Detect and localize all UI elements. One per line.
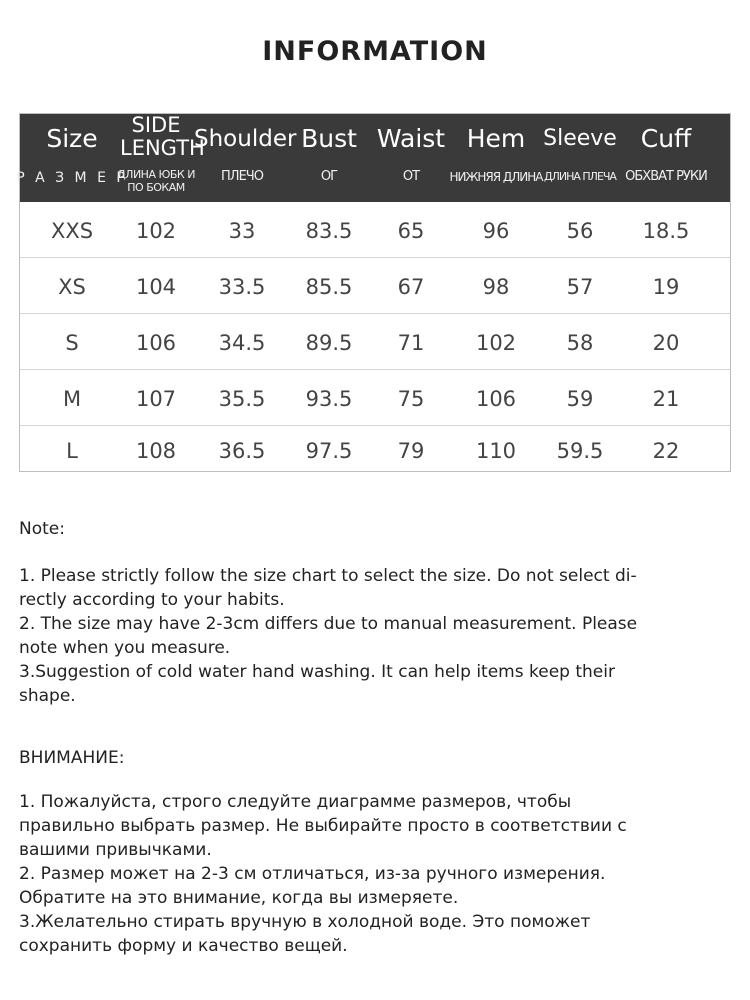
cell-bust: 83.5 <box>305 219 353 243</box>
header-size <box>16 114 128 202</box>
table-row <box>20 370 730 426</box>
cell-waist: 65 <box>397 219 425 243</box>
cell-hem: 102 <box>475 331 517 355</box>
cell-bust: 93.5 <box>305 387 353 411</box>
header-hem-ru: НИЖНЯЯ ДЛИНА <box>449 170 543 184</box>
cell-side-length: 108 <box>135 439 177 463</box>
cell-hem: 106 <box>475 387 517 411</box>
page-title: INFORMATION <box>262 36 488 67</box>
cell-sleeve: 59 <box>566 387 594 411</box>
header-cuff <box>620 114 712 202</box>
note-line: 2. Размер может на 2-3 см отличаться, из-за ручного измерения. <box>19 864 606 884</box>
header-shoulder-ru: ПЛЕЧО <box>221 169 263 184</box>
header-sleeve <box>540 114 620 202</box>
cell-bust: 97.5 <box>305 439 353 463</box>
note-russian <box>19 746 731 958</box>
header-bust <box>286 114 372 202</box>
cell-sleeve: 56 <box>566 219 594 243</box>
header-cuff-ru: ОБХВАТ РУКИ <box>625 169 707 184</box>
cell-sleeve: 57 <box>566 275 594 299</box>
cell-cuff: 21 <box>652 387 680 411</box>
cell-shoulder: 35.5 <box>218 387 266 411</box>
cell-sleeve: 59.5 <box>556 439 604 463</box>
cell-bust: 89.5 <box>305 331 353 355</box>
header-hem <box>450 114 542 202</box>
note-line: 3.Желательно стирать вручную в холодной воде. Это поможет <box>19 912 591 932</box>
cell-size: XS <box>58 275 86 299</box>
cell-bust: 85.5 <box>305 275 353 299</box>
note-line: правильно выбрать размер. Не выбирайте просто в соответствии с <box>19 816 627 836</box>
cell-shoulder: 33.5 <box>218 275 266 299</box>
cell-size: S <box>65 331 79 355</box>
cell-shoulder: 36.5 <box>218 439 266 463</box>
table-row <box>20 258 730 314</box>
note-line: вашими привычками. <box>19 840 212 860</box>
header-side-length <box>117 113 205 202</box>
cell-shoulder: 33 <box>228 219 256 243</box>
cell-cuff: 22 <box>652 439 680 463</box>
header-size-en: Size <box>46 124 98 153</box>
header-side-length-ru: ДЛИНА ЮБК И ПО БОКАМ <box>117 168 195 194</box>
cell-shoulder: 34.5 <box>218 331 266 355</box>
cell-hem: 96 <box>482 219 510 243</box>
header-side-length-en: SIDE LENGTH <box>120 113 205 160</box>
cell-cuff: 19 <box>652 275 680 299</box>
header-cuff-en: Cuff <box>640 124 692 153</box>
header-shoulder <box>194 114 297 202</box>
header-waist-en: Waist <box>376 124 446 153</box>
cell-size: XXS <box>50 219 94 243</box>
header-sleeve-ru: ДЛИНА ПЛЕЧА <box>544 170 616 183</box>
cell-side-length: 104 <box>135 275 177 299</box>
note-english <box>19 517 731 708</box>
cell-hem: 110 <box>475 439 517 463</box>
header-waist-ru: ОТ <box>402 169 420 184</box>
note-line: shape. <box>19 686 76 706</box>
note-line: сохранить форму и качество вещей. <box>19 936 348 956</box>
header-bust-ru: ОГ <box>320 169 338 184</box>
header-hem-en: Hem <box>466 124 526 153</box>
cell-waist: 79 <box>397 439 425 463</box>
table-row <box>20 314 730 370</box>
table-body <box>20 202 730 471</box>
table-row <box>20 426 730 471</box>
cell-waist: 67 <box>397 275 425 299</box>
cell-waist: 71 <box>397 331 425 355</box>
cell-side-length: 106 <box>135 331 177 355</box>
cell-side-length: 102 <box>135 219 177 243</box>
header-bust-en: Bust <box>301 124 357 153</box>
cell-size: M <box>62 387 82 411</box>
cell-sleeve: 58 <box>566 331 594 355</box>
cell-cuff: 20 <box>652 331 680 355</box>
note-line: 2. The size may have 2-3cm differs due to manual measurement. Please <box>19 614 638 634</box>
note-heading: ВНИМАНИЕ: <box>19 748 125 768</box>
header-waist <box>368 114 454 202</box>
header-shoulder-en: Shoulder <box>194 126 297 152</box>
note-line: 1. Please strictly follow the size chart to select the size. Do not select di- <box>19 566 637 586</box>
note-line: Обратите на это внимание, когда вы измеряете. <box>19 888 459 908</box>
cell-size: L <box>66 439 78 463</box>
size-chart-table <box>16 113 731 472</box>
table-header <box>16 113 730 202</box>
cell-hem: 98 <box>482 275 510 299</box>
cell-side-length: 107 <box>135 387 177 411</box>
note-line: 3.Suggestion of cold water hand washing. It can help items keep their <box>19 662 615 682</box>
note-heading: Note: <box>19 519 65 539</box>
cell-cuff: 18.5 <box>642 219 690 243</box>
header-size-ru: Р А З М Е Р <box>16 170 128 186</box>
header-sleeve-en: Sleeve <box>543 126 617 151</box>
note-line: rectly according to your habits. <box>19 590 285 610</box>
note-line: note when you measure. <box>19 638 231 658</box>
note-line: 1. Пожалуйста, строго следуйте диаграмме размеров, чтобы <box>19 792 572 812</box>
table-row <box>20 202 730 258</box>
cell-waist: 75 <box>397 387 425 411</box>
